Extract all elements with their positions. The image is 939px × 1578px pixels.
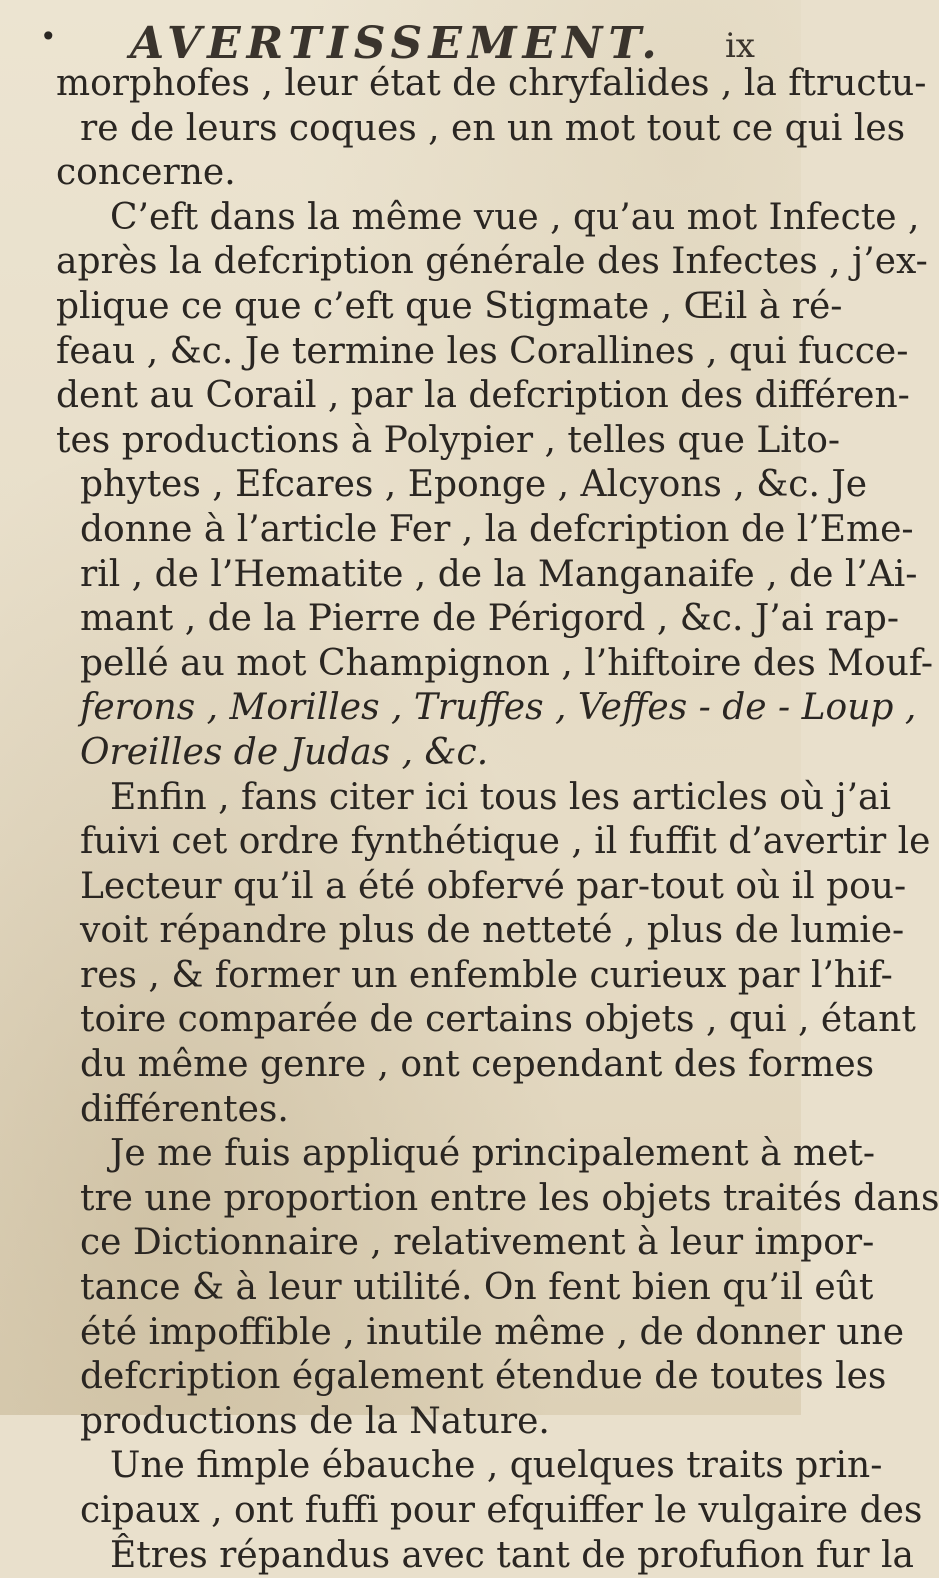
text-line: Lecteur qu’il a été obfervé par-tout où il pou- — [80, 865, 907, 907]
text-line: Enfin , fans citer ici tous les articles où j’ai — [110, 776, 892, 818]
body-text — [20, 62, 939, 1578]
text-line: ril , de l’Hematite , de la Manganaife , de l’Ai- — [80, 553, 918, 595]
text-line: feau , &c. Je termine les Corallines , qui fucce- — [56, 330, 909, 372]
text-line: toire comparée de certains objets , qui , étant — [80, 999, 916, 1041]
text-line: dent au Corail , par la defcription des différen- — [56, 375, 910, 417]
text-line: après la defcription générale des Infectes , j’ex- — [56, 241, 928, 283]
text-line: concerne. — [56, 152, 236, 194]
text-line: Je me fuis appliqué principalement à met- — [110, 1133, 876, 1175]
text-line: productions de la Nature. — [80, 1400, 550, 1442]
text-line: C’eft dans la même vue , qu’au mot Infecte , — [110, 196, 920, 238]
text-line: donne à l’article Fer , la defcription de l’Eme- — [80, 508, 914, 550]
text-line: morphofes , leur état de chryfalides , la ftructu- — [56, 63, 927, 104]
header-mark: • — [40, 20, 57, 53]
text-line: defcription également étendue de toutes les — [80, 1356, 887, 1398]
text-line: fuivi cet ordre fynthétique , il fuffit d’avertir le — [80, 821, 931, 863]
text-line: mant , de la Pierre de Périgord , &c. J’ai rap- — [80, 598, 899, 640]
text-line: phytes , Efcares , Eponge , Alcyons , &c. Je — [80, 464, 868, 506]
text-line: re de leurs coques , en un mot tout ce qui les — [80, 107, 906, 149]
text-line: cipaux , ont fuffi pour efquiffer le vulgaire des — [80, 1490, 923, 1531]
text-line: Êtres répandus avec tant de profufion fur la — [110, 1534, 914, 1576]
running-header — [0, 8, 801, 68]
text-line: Une fimple ébauche , quelques traits prin- — [110, 1445, 883, 1487]
page-number: ix — [724, 26, 755, 66]
text-line: été impoffible , inutile même , de donner une — [80, 1311, 905, 1353]
text-line: ce Dictionnaire , relativement à leur impor- — [80, 1222, 875, 1264]
text-line: différentes. — [80, 1088, 289, 1130]
text-line: res , & former un enfemble curieux par l’hif- — [80, 954, 893, 996]
text-line: tance & à leur utilité. On fent bien qu’il eût — [80, 1267, 874, 1309]
text-line: plique ce que c’eft que Stigmate , Œil à ré- — [56, 285, 843, 327]
text-line: voit répandre plus de netteté , plus de lumie- — [80, 910, 905, 952]
text-line: tre une proportion entre les objets traités dans — [80, 1177, 939, 1219]
text-line: Oreilles de Judas , &c. — [80, 731, 489, 773]
header-title: AVERTISSEMENT. — [130, 18, 663, 69]
text-line: tes productions à Polypier , telles que Lito- — [56, 419, 841, 461]
text-line: du même genre , ont cependant des formes — [80, 1044, 875, 1086]
text-line: pellé au mot Champignon , l’hiftoire des Mouf- — [80, 642, 934, 684]
text-line: ferons , Morilles , Truffes , Veffes - de - Loup , — [80, 687, 917, 729]
